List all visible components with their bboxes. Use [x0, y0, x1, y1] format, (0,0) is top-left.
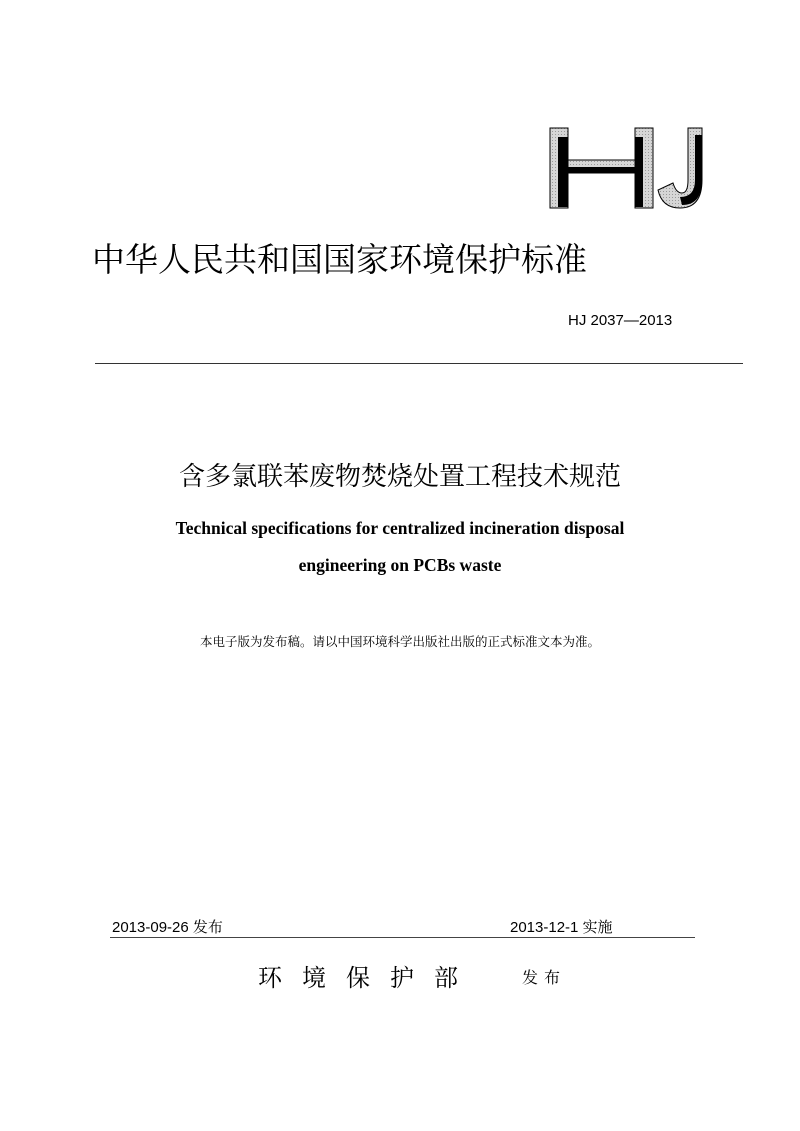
implementation-date: 2013-12-1 实施 — [510, 919, 613, 936]
issue-date: 2013-09-26 发布 — [112, 919, 223, 936]
header-divider — [95, 363, 743, 364]
edition-note: 本电子版为发布稿。请以中国环境科学出版社出版的正式标准文本为准。 — [199, 634, 600, 649]
standard-category-heading: 中华人民共和国国家环境保护标准 — [92, 240, 587, 279]
standard-number: HJ 2037—2013 — [568, 312, 673, 329]
document-title-english-line1: Technical specifications for centralized incineration disposal — [175, 518, 625, 538]
hj-logo — [540, 125, 710, 210]
publisher: 环境保护部 — [258, 964, 478, 992]
document-title-chinese: 含多氯联苯废物焚烧处置工程技术规范 — [178, 462, 621, 492]
publisher-suffix: 发布 — [522, 968, 567, 987]
document-title-english-line2: engineering on PCBs waste — [298, 555, 502, 575]
footer-divider — [110, 937, 695, 938]
